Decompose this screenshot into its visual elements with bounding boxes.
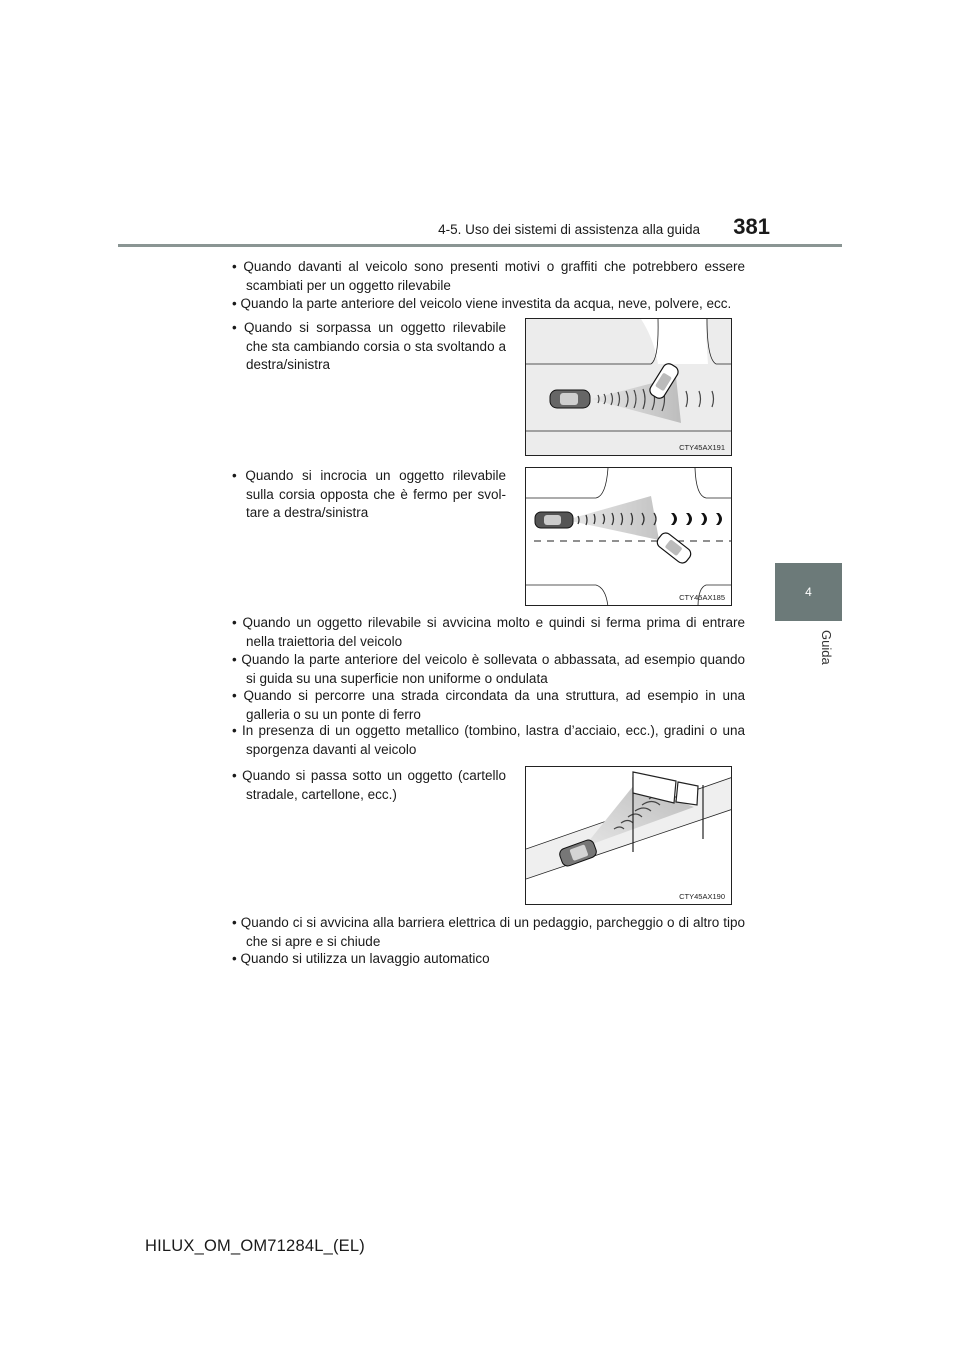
page-number: 381 (733, 214, 770, 239)
section-title: 4-5. Uso dei sistemi di assistenza alla guida (438, 222, 700, 237)
chapter-tab[interactable]: 4 (775, 563, 842, 621)
bullet-item: • Quando si sorpassa un oggetto rilevabile che sta cambiando corsia o sta svoltando a destra/sinistra (232, 320, 506, 372)
header-divider (118, 244, 842, 247)
document-code: HILUX_OM_OM71284L_(EL) (145, 1237, 365, 1255)
illustration-oncoming-turn (526, 468, 732, 606)
figure-code: CTY45AX190 (679, 892, 725, 901)
chapter-label: Guida (819, 630, 834, 665)
bullet-item: • Quando si passa sotto un oggetto (cartello stradale, cartellone, ecc.) (232, 768, 506, 802)
figure-oncoming-turn (525, 467, 732, 606)
figure-code: CTY45AX191 (679, 443, 725, 452)
figure-code: CTY45AX185 (679, 593, 725, 602)
figure-overhead-sign (525, 766, 732, 905)
bullet-item: • Quando la parte anteriore del veicolo viene investita da acqua, neve, polvere, ecc. (232, 296, 732, 311)
bullet-item: • Quando ci si avvicina alla barriera elettrica di un pedaggio, parcheggio o di altro tipo che si apre e si chiude (232, 915, 745, 949)
illustration-overtaking (526, 319, 732, 456)
bullet-item: • Quando la parte anteriore del veicolo è sollevata o abbassata, ad esempio quando si guida su una superficie non uniforme o ondulata (232, 652, 745, 686)
bullet-item: • Quando un oggetto rilevabile si avvicina molto e quindi si ferma prima di entrare nella traiettoria del veicolo (232, 615, 745, 649)
bullet-item: • In presenza di un oggetto metallico (tombino, lastra d’acciaio, ecc.), gradini o una sporgenza davanti al veicolo (232, 723, 745, 757)
bullet-item: • Quando si utilizza un lavaggio automatico (232, 951, 490, 966)
bullet-item: • Quando si incrocia un oggetto rilevabile sulla corsia opposta che è fermo per svol-tare a destra/sinistra (232, 468, 506, 520)
bullet-item: • Quando si percorre una strada circondata da una struttura, ad esempio in una galleria o su un ponte di ferro (232, 688, 745, 722)
figure-overtaking (525, 318, 732, 456)
illustration-overhead-sign (526, 767, 732, 905)
bullet-item: • Quando davanti al veicolo sono presenti motivi o graffiti che potrebbero essere scambiati per un oggetto rilevabile (232, 259, 745, 293)
